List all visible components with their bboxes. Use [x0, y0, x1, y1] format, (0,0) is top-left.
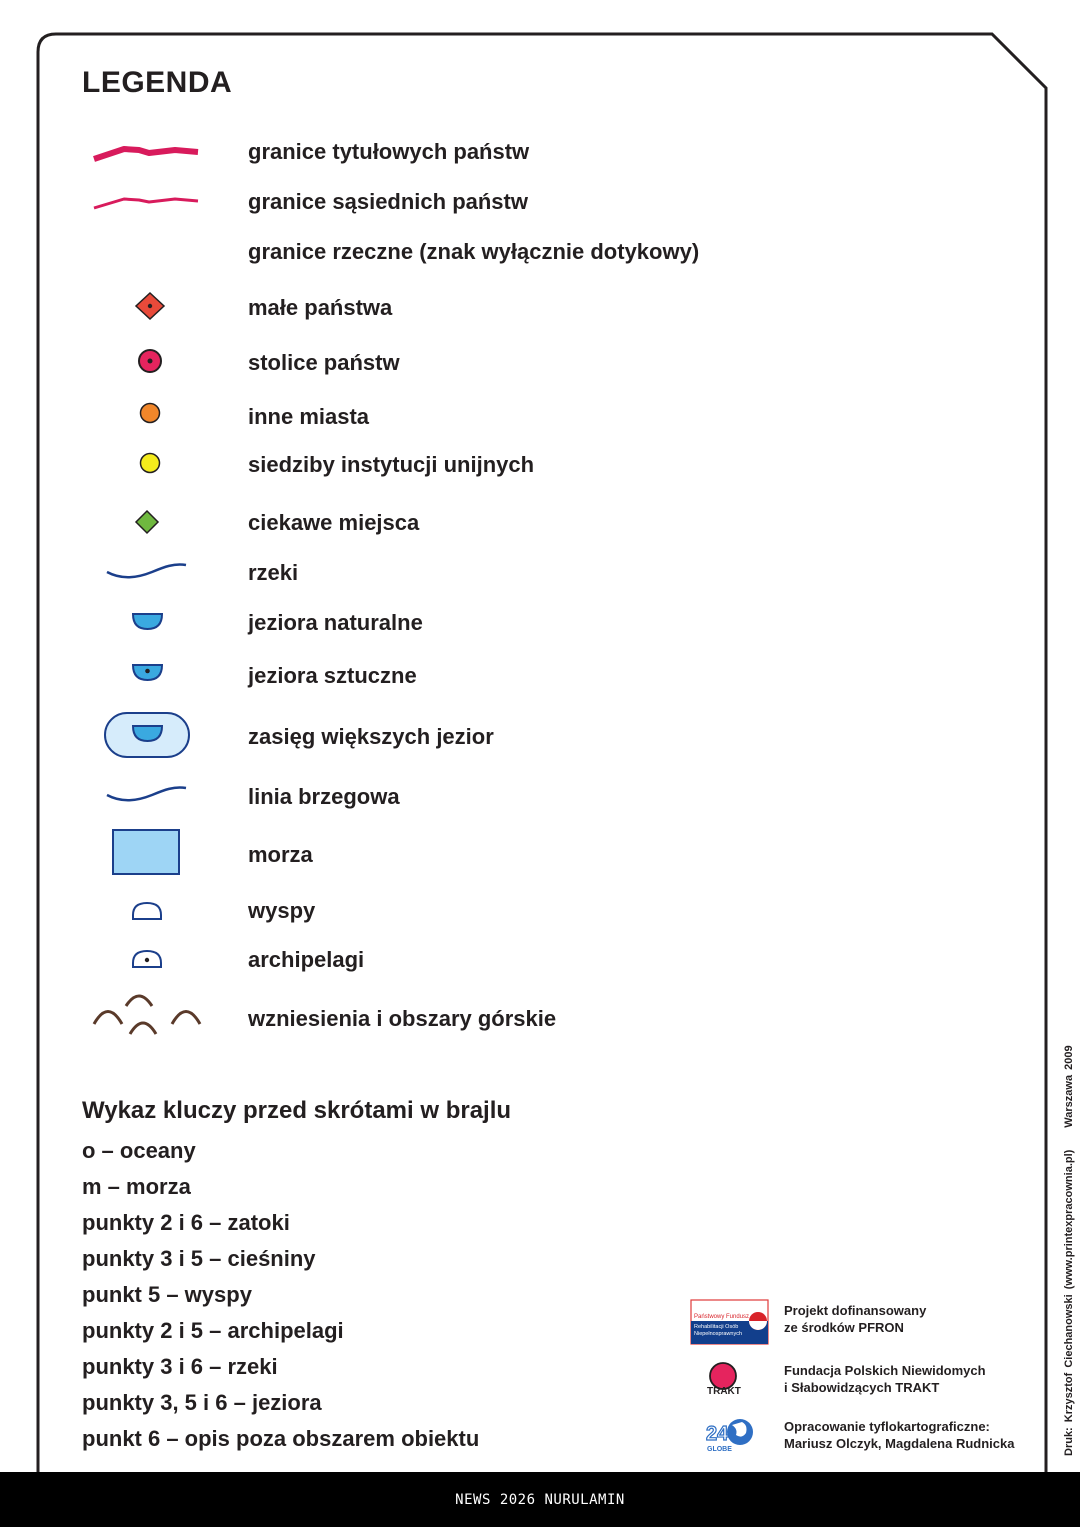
legend-label: archipelagi — [248, 947, 365, 972]
legend-row-archipelagos — [0, 940, 1000, 980]
sponsor-text: ze środków PFRON — [784, 1320, 904, 1335]
large-lake-extent-icon — [82, 707, 212, 767]
legend-row-cities — [0, 397, 1000, 437]
print-credit: Druk: Krzysztof Ciechanowski (www.printexpracownia.pl) — [1063, 1149, 1075, 1456]
legend-title: LEGENDA — [82, 66, 233, 99]
braille-key-item: punkt 5 – wyspy — [82, 1282, 252, 1307]
legend-row-natural-lakes — [0, 603, 1000, 643]
legend-row-artificial-lakes — [0, 656, 1000, 696]
legend-row-places-of-interest — [0, 503, 1000, 543]
legend-row-mountains — [0, 999, 1000, 1039]
legend-row-title-borders — [0, 132, 1000, 172]
artificial-lake-icon — [82, 646, 212, 706]
sponsor-text: i Słabowidzących TRAKT — [784, 1380, 940, 1395]
mountains-icon — [86, 989, 216, 1049]
legend-label: ciekawe miejsca — [248, 510, 420, 535]
natural-lake-icon — [82, 593, 212, 653]
legend-row-coastline — [0, 777, 1000, 817]
braille-keys-title: Wykaz kluczy przed skrótami w brajlu — [82, 1097, 512, 1124]
legend-label: granice sąsiednich państw — [248, 189, 528, 214]
legend-label: jeziora naturalne — [248, 610, 423, 635]
legend-row-capitals — [0, 343, 1000, 383]
braille-key-item: punkty 3 i 6 – rzeki — [82, 1354, 278, 1379]
legend-row-rivers — [0, 553, 1000, 593]
trakt-logo — [690, 1359, 770, 1405]
sponsor-text: Opracowanie tyflokartograficzne: — [784, 1419, 990, 1434]
sponsor-text: Projekt dofinansowany — [784, 1303, 927, 1318]
pfron-logo — [690, 1299, 770, 1345]
globe-24-logo — [690, 1415, 770, 1461]
braille-key-item: punkt 6 – opis poza obszarem obiektu — [82, 1426, 480, 1451]
legend-label: wyspy — [248, 898, 316, 923]
small-country-diamond-icon — [82, 278, 212, 338]
legend-label: siedziby instytucji unijnych — [248, 452, 535, 477]
legend-row-large-lakes — [0, 717, 1000, 757]
neighbor-border-line-icon — [82, 172, 212, 232]
legend-row-eu-institutions — [0, 445, 1000, 485]
legend-label: rzeki — [248, 560, 299, 585]
braille-key-item: o – oceany — [82, 1138, 196, 1163]
sponsor-text: Mariusz Olczyk, Magdalena Rudnicka — [784, 1436, 1015, 1451]
legend-label: zasięg większych jezior — [248, 724, 494, 749]
sponsor-text: Fundacja Polskich Niewidomych — [784, 1363, 986, 1378]
legend-row-neighbor-borders — [0, 182, 1000, 222]
footer-bar — [0, 1472, 1080, 1527]
sea-rectangle-icon — [82, 825, 212, 885]
braille-key-item: punkty 2 i 5 – archipelagi — [82, 1318, 344, 1343]
capital-dot-icon — [82, 333, 212, 393]
sponsor-pfron — [690, 1299, 1020, 1345]
legend-label: wzniesienia i obszary górskie — [248, 1006, 557, 1031]
sponsor-trakt — [690, 1359, 1020, 1405]
archipelago-arc-icon — [82, 930, 212, 990]
legend-label: inne miasta — [248, 404, 370, 429]
print-credit-vertical — [1063, 1045, 1075, 1456]
braille-key-item: punkty 2 i 6 – zatoki — [82, 1210, 290, 1235]
place-year: Warszawa 2009 — [1063, 1045, 1075, 1128]
legend-label: linia brzegowa — [248, 784, 400, 809]
legend-row-islands — [0, 891, 1000, 931]
legend-row-small-countries — [0, 288, 1000, 328]
braille-key-item: m – morza — [82, 1174, 191, 1199]
eu-institution-dot-icon — [82, 435, 212, 495]
pfron-logo-text: Niepełnosprawnych — [694, 1331, 742, 1337]
legend-label: granice tytułowych państw — [248, 139, 530, 164]
coastline-wave-icon — [82, 767, 212, 827]
braille-key-item: punkty 3 i 5 – cieśniny — [82, 1246, 316, 1271]
legend-label: jeziora sztuczne — [248, 663, 417, 688]
sponsor-24globe — [690, 1415, 1020, 1461]
globe-logo-text: GLOBE — [707, 1446, 732, 1453]
footer-text: NEWS 2026 NURULAMIN — [455, 1492, 625, 1508]
braille-key-item: punkty 3, 5 i 6 – jeziora — [82, 1390, 322, 1415]
legend-label: stolice państw — [248, 350, 400, 375]
trakt-logo-text: TRAKT — [707, 1386, 741, 1397]
pfron-logo-text: Rehabilitacji Osób — [694, 1324, 739, 1330]
legend-label: małe państwa — [248, 295, 393, 320]
globe-logo-text: 24 — [706, 1423, 729, 1445]
pfron-logo-text: Państwowy Fundusz — [694, 1314, 750, 1320]
legend-label: granice rzeczne (znak wyłącznie dotykowy) — [248, 239, 700, 264]
legend-row-seas — [0, 835, 1000, 875]
legend-row-river-borders — [0, 232, 1000, 272]
legend-label: morza — [248, 842, 313, 867]
